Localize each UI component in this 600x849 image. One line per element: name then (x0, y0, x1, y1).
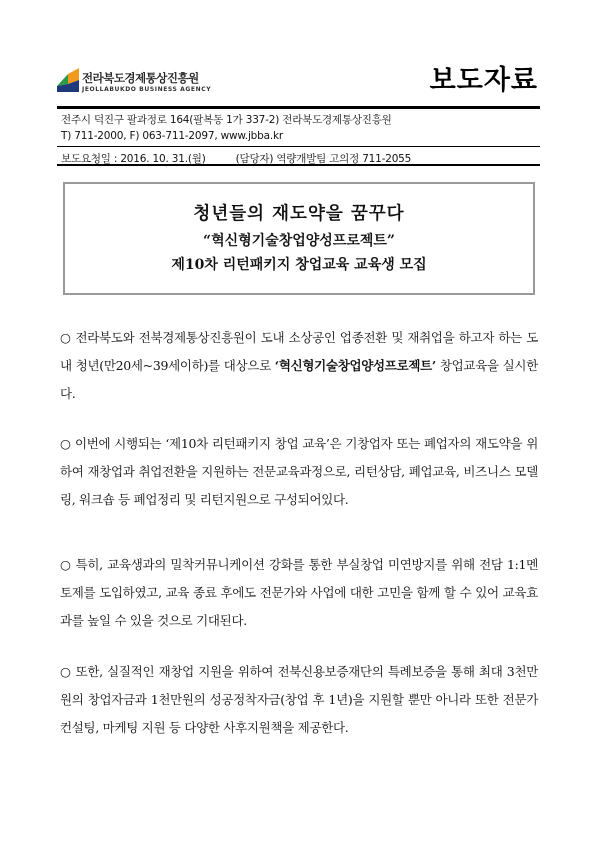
contact-info-box (57, 106, 540, 166)
paragraph-1: ○ 전라북도와 전북경제통상진흥원이 도내 소상공인 업종전환 및 재취업을 하고자 하는 도내 청년(만20세~39세이하)를 대상으로 ‘혁신형기술창업양성프로젝트’ 창업교육을 실시한다. (60, 330, 538, 401)
headline-sub-project: “혁신형기술창업양성프로젝트” (203, 233, 395, 249)
contact-person: (담당자) 역량개발팀 고의정 711-2055 (235, 153, 412, 165)
request-date: 보도요청일 : 2016. 10. 31.(월) (61, 153, 206, 165)
contact-line: T) 711-2000, F) 063-711-2097, www.jbba.kr (61, 130, 283, 142)
address-line: 전주시 덕진구 팔과정로 164(팔복동 1가 337-2) 전라북도경제통상진흥원 (61, 114, 392, 126)
agency-logo-icon (57, 68, 79, 92)
headline-box (63, 182, 535, 295)
headline-main: 청년들의 재도약을 꿈꾸다 (193, 204, 405, 224)
org-name: 전라북도경제통상진흥원 (82, 71, 199, 85)
date-contact-line (61, 151, 411, 166)
doc-type-title: 보도자료 (429, 65, 538, 96)
paragraph-2: ○ 이번에 시행되는 ‘제10차 리턴패키지 창업 교육’은 기창업자 또는 폐업자의 재도약을 위하여 재창업과 취업전환을 지원하는 전문교육과정으로, 리턴상담, 폐업교육, 비즈니스 모델링, 워크숍 등 폐업정리 및 리턴지원으로 구성되어있다. (60, 436, 538, 507)
project-name-bold: ‘혁신형기술창업양성프로젝트’ (274, 358, 436, 373)
org-name-en: JEOLLABUKDO BUSINESS AGENCY (82, 86, 212, 93)
paragraph-3: ○ 특히, 교육생과의 밀착커뮤니케이션 강화를 통한 부실창업 미연방지를 위해 전담 1:1멘토제를 도입하였고, 교육 종료 후에도 전문가와 사업에 대한 고민을 함께 할 수 있어 교육효과를 높일 수 있을 것으로 기대된다. (60, 557, 538, 628)
info-divider (57, 146, 540, 147)
paragraph-4: ○ 또한, 실질적인 재창업 지원을 위하여 전북신용보증재단의 특례보증을 통해 최대 3천만원의 창업자금과 1천만원의 성공정착자금(창업 후 1년)을 지원할 뿐만 아니라 또한 전문가 컨설팅, 마케팅 지원 등 다양한 사후지원책을 제공한다. (60, 664, 538, 735)
headline-sub-recruit: 제10차 리턴패키지 창업교육 교육생 모집 (171, 257, 427, 273)
